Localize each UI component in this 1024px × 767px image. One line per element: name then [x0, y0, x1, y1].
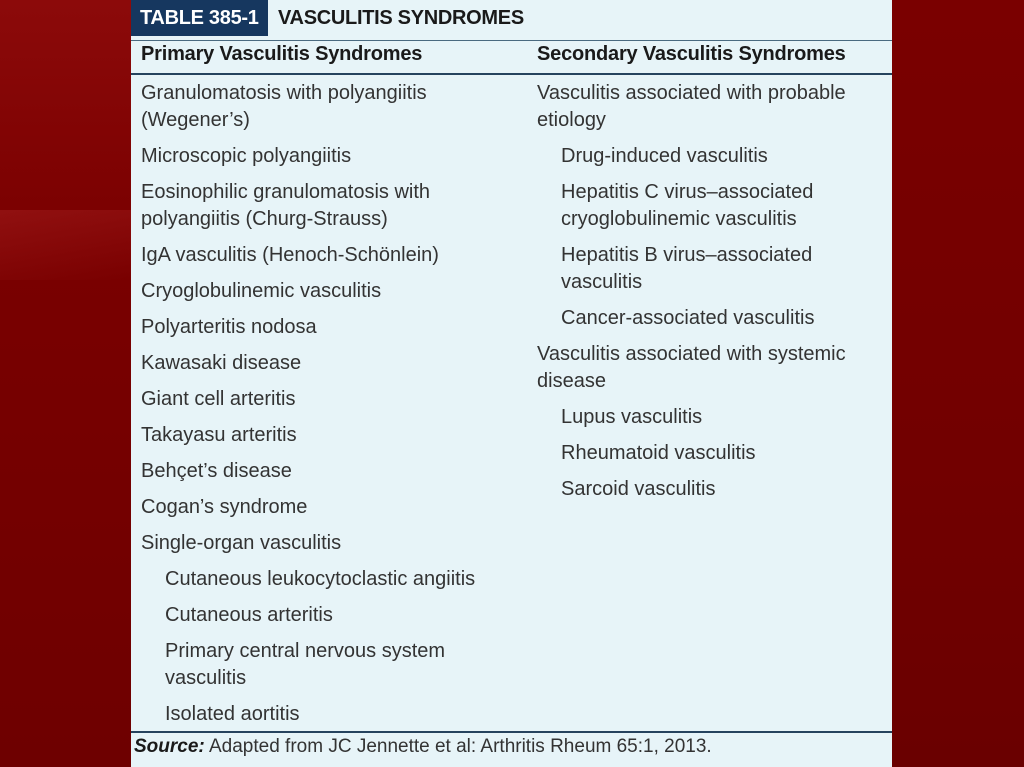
table-number-label: TABLE 385-1	[131, 0, 268, 36]
primary-syndrome-item: Polyarteritis nodosa	[141, 316, 317, 338]
source-label: Source:	[134, 736, 205, 757]
left-background-panel	[0, 0, 131, 767]
secondary-syndrome-item: Cancer-associated vasculitis	[561, 307, 815, 329]
table-title: VASCULITIS SYNDROMES	[278, 7, 524, 29]
source-citation	[134, 736, 712, 758]
table-title-bar	[131, 0, 892, 36]
secondary-syndrome-item: Drug-induced vasculitis	[561, 145, 768, 167]
secondary-syndromes-list	[537, 80, 882, 512]
secondary-syndrome-item: Sarcoid vasculitis	[561, 478, 716, 500]
primary-column-header: Primary Vasculitis Syndromes	[141, 43, 423, 65]
primary-syndrome-item: Giant cell arteritis	[141, 388, 296, 410]
primary-syndrome-item: Isolated aortitis	[165, 703, 300, 725]
secondary-syndrome-item: Vasculitis associated with probable etiology	[537, 82, 846, 131]
primary-syndrome-item: Cogan’s syndrome	[141, 496, 308, 518]
table-bottom-rule	[131, 731, 892, 733]
source-text: Adapted from JC Jennette et al: Arthritis Rheum 65:1, 2013.	[204, 736, 712, 757]
primary-syndrome-item: Microscopic polyangiitis	[141, 145, 352, 167]
primary-syndrome-item: Behçet’s disease	[141, 460, 292, 482]
header-bottom-rule	[131, 73, 892, 75]
primary-syndrome-item: Primary central nervous system vasculitis	[165, 640, 446, 689]
secondary-syndrome-item: Hepatitis C virus–associated cryoglobulinemic vasculitis	[561, 181, 814, 230]
background-stripe	[0, 210, 131, 280]
header-top-rule	[131, 40, 892, 41]
primary-syndrome-item: Cutaneous leukocytoclastic angiitis	[165, 568, 476, 590]
primary-syndrome-item: Cryoglobulinemic vasculitis	[141, 280, 382, 302]
right-background-panel	[892, 0, 1024, 767]
primary-syndromes-list	[141, 80, 511, 737]
secondary-syndrome-item: Rheumatoid vasculitis	[561, 442, 756, 464]
secondary-column-header: Secondary Vasculitis Syndromes	[537, 43, 846, 65]
secondary-syndrome-item: Hepatitis B virus–associated vasculitis	[561, 244, 813, 293]
primary-syndrome-item: IgA vasculitis (Henoch-Schönlein)	[141, 244, 439, 266]
primary-syndrome-item: Single-organ vasculitis	[141, 532, 342, 554]
primary-syndrome-item: Eosinophilic granulomatosis with polyangiitis (Churg-Strauss)	[141, 181, 431, 230]
primary-syndrome-item: Cutaneous arteritis	[165, 604, 333, 626]
secondary-syndrome-item: Vasculitis associated with systemic disease	[537, 343, 846, 392]
secondary-syndrome-item: Lupus vasculitis	[561, 406, 703, 428]
primary-syndrome-item: Kawasaki disease	[141, 352, 302, 374]
primary-syndrome-item: Granulomatosis with polyangiitis (Wegener’s)	[141, 82, 427, 131]
slide-content	[131, 0, 892, 767]
primary-syndrome-item: Takayasu arteritis	[141, 424, 297, 446]
